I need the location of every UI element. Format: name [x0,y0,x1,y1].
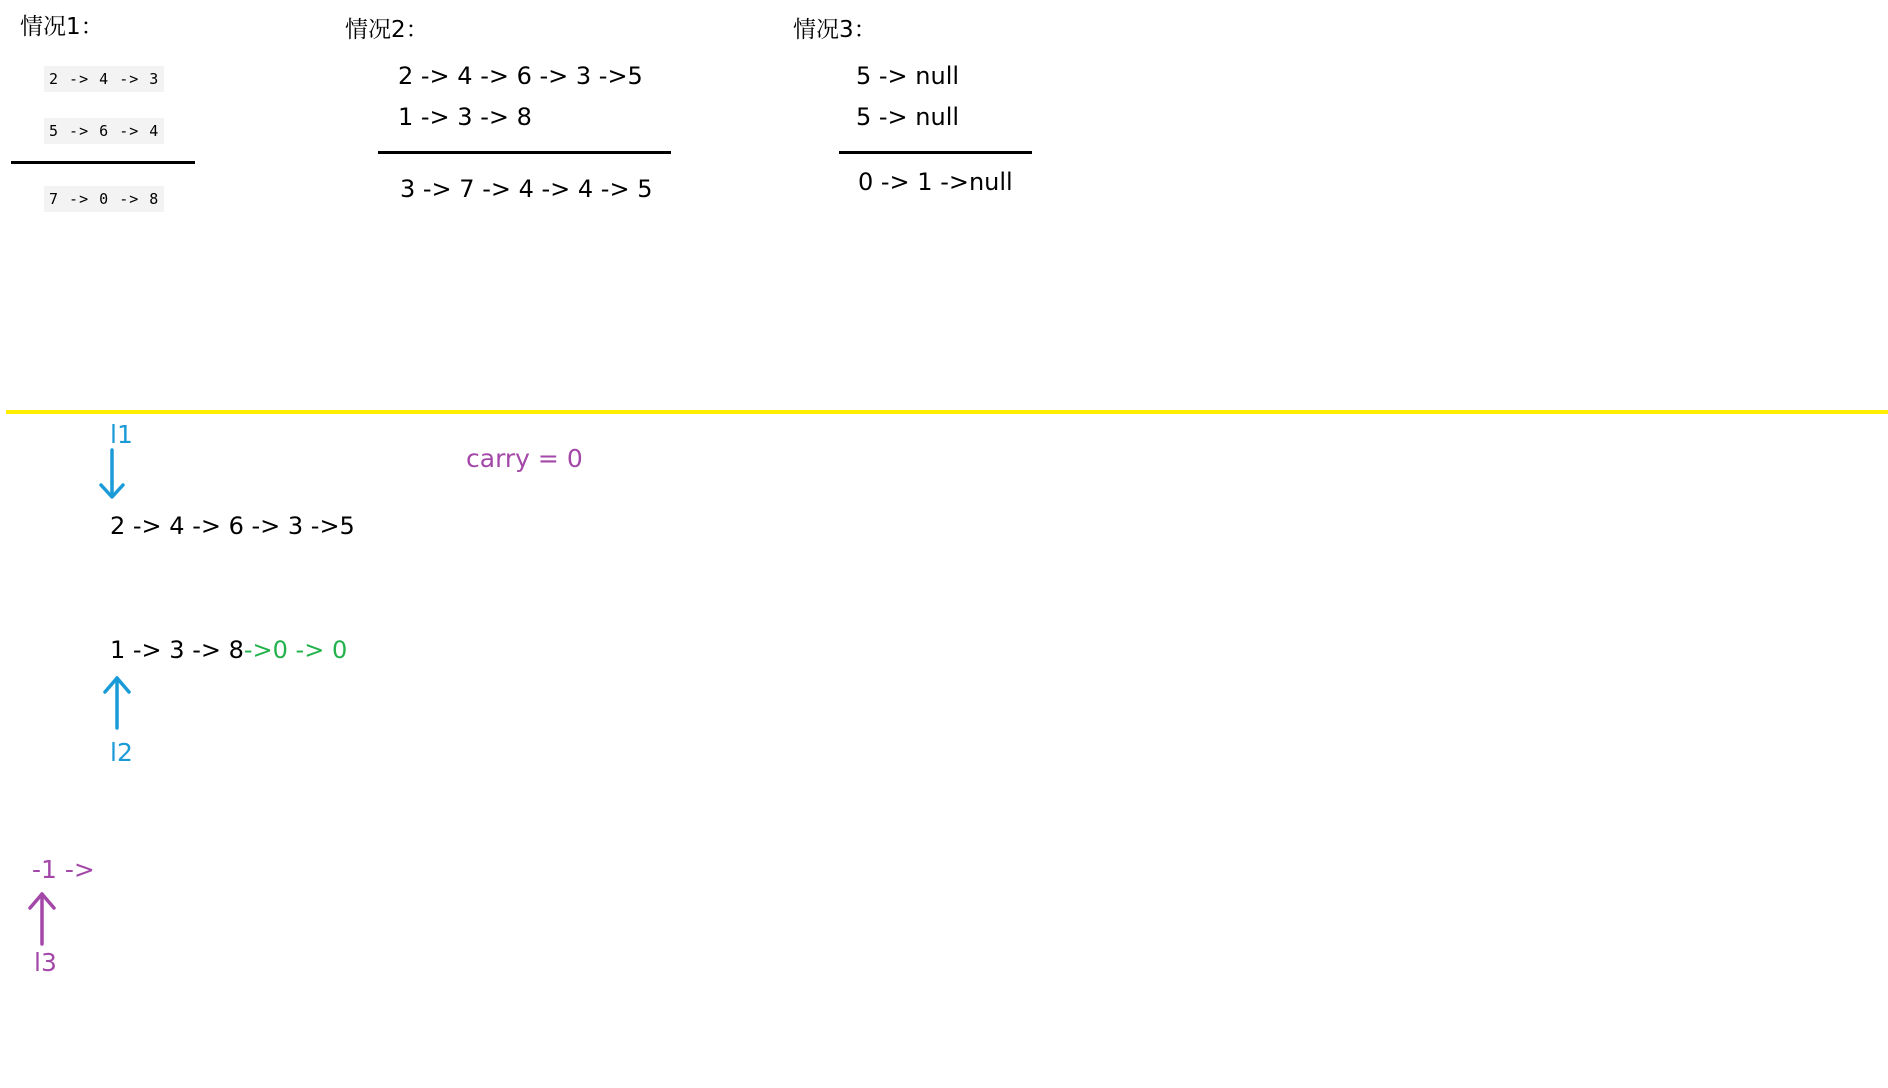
case1-result: 7 -> 0 -> 8 [44,186,164,212]
case3-list1: 5 -> null [856,62,960,90]
l1-list: 2 -> 4 -> 6 -> 3 ->5 [110,512,355,540]
l3-label: l3 [34,948,57,977]
case2-title: 情况2： [345,17,429,43]
l1-down-arrow-icon [98,448,126,500]
l3-list: -1 -> [32,855,95,884]
l2-zero-padding: ->0 -> 0 [243,636,348,664]
case2-list1: 2 -> 4 -> 6 -> 3 ->5 [398,62,643,90]
case2-sum-line [378,151,671,154]
l2-up-arrow-icon [103,674,131,730]
case1-list2: 5 -> 6 -> 4 [44,118,164,144]
case1-title: 情况1： [20,14,104,40]
l3-up-arrow-icon [28,890,56,946]
case3-title: 情况3： [793,17,877,43]
case3-list2: 5 -> null [856,103,960,131]
l2-list: 1 -> 3 -> 8 [110,636,244,664]
carry-label: carry = 0 [466,444,583,473]
case1-sum-line [11,161,195,164]
case2-list2: 1 -> 3 -> 8 [398,103,532,131]
case1-list1: 2 -> 4 -> 3 [44,66,164,92]
case2-result: 3 -> 7 -> 4 -> 4 -> 5 [400,175,653,203]
case3-result: 0 -> 1 ->null [858,168,1013,196]
l2-list-row [110,636,347,664]
l1-label: l1 [110,420,133,449]
l2-label: l2 [110,738,133,767]
case3-sum-line [839,151,1032,154]
section-divider [6,410,1888,414]
